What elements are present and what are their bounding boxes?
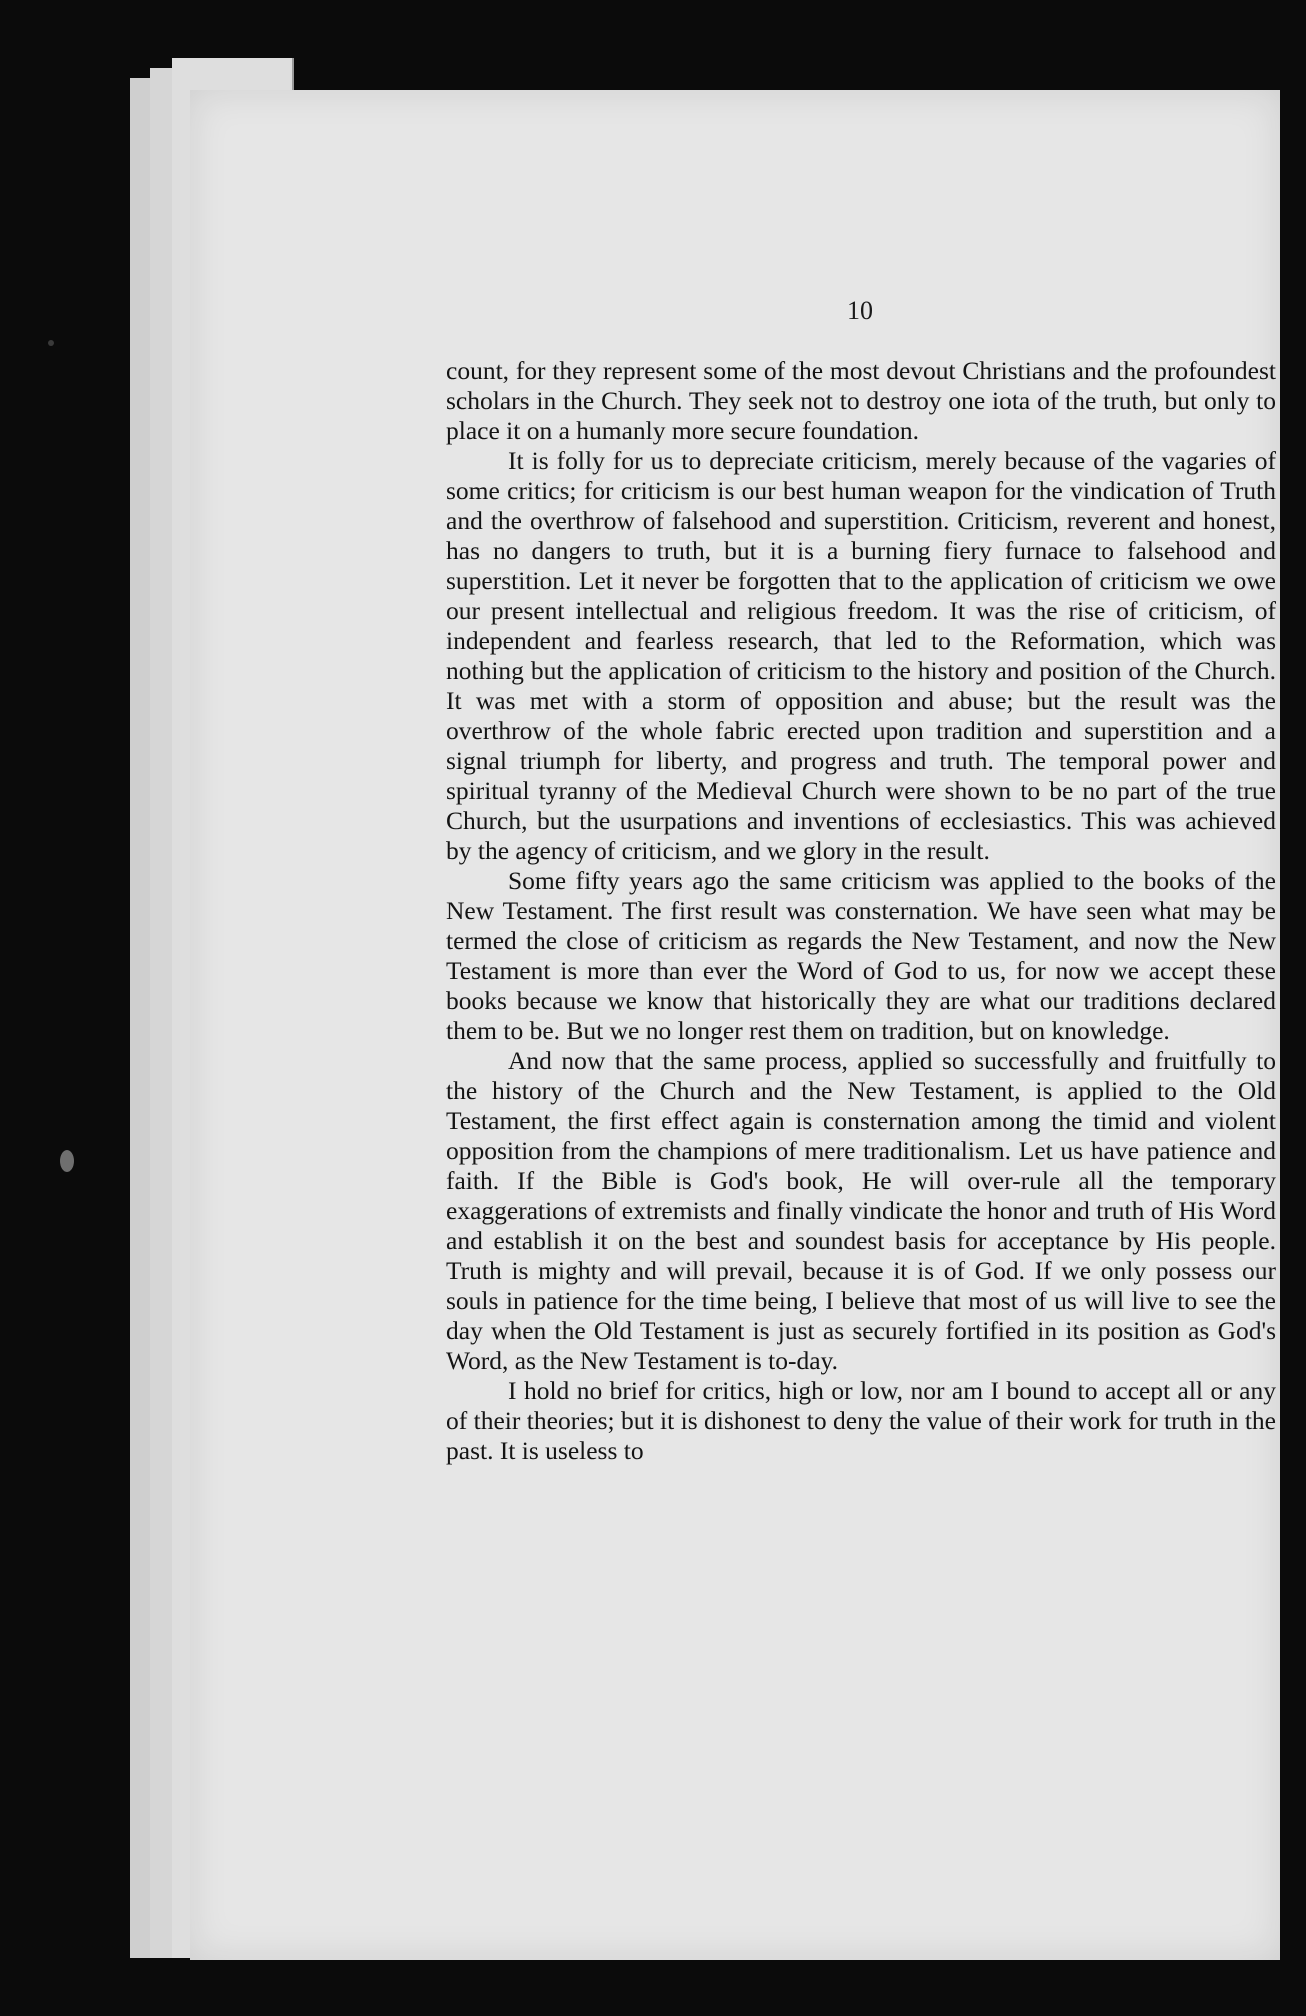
paragraph: I hold no brief for critics, high or low, nor am I bound to accept all or any of their theories; but it is dishonest to deny the value of their work for truth in the past. It is useless to xyxy=(446,1376,1276,1465)
dust-speck xyxy=(48,340,54,346)
body-text xyxy=(446,356,1276,1466)
paragraph: It is folly for us to depreciate criticism, merely because of the vagaries of some critics; for criticism is our best human weapon for the vindication of Truth and the overthrow of falsehood and superstition. Criticism, reverent and honest, has no dangers to truth, but it is a burning fiery furnace to falsehood and superstition. Let it never be forgotten that to the application of criticism we owe our present intellectual and religious freedom. It was the rise of criticism, of independent and fearless research, that led to the Reformation, which was nothing but the application of criticism to the history and position of the Church. It was met with a storm of opposition and abuse; but the result was the overthrow of the whole fabric erected upon tradition and superstition and a signal triumph for liberty, and progress and truth. The temporal power and spiritual tyranny of the Medieval Church were shown to be no part of the true Church, but the usurpations and inventions of ecclesiastics. This was achieved by the agency of criticism, and we glory in the result. xyxy=(446,446,1276,865)
paragraph: count, for they represent some of the most devout Christians and the profoundest scholars in the Church. They seek not to destroy one iota of the truth, but only to place it on a humanly more secure foundation. xyxy=(446,356,1276,445)
paragraph: And now that the same process, applied so successfully and fruitfully to the history of the Church and the New Testament, is applied to the Old Testament, the first effect again is consternation among the timid and violent opposition from the champions of mere traditionalism. Let us have patience and faith. If the Bible is God's book, He will over-rule all the temporary exaggerations of extremists and finally vindicate the honor and truth of His Word and establish it on the best and soundest basis for acceptance by His people. Truth is mighty and will prevail, because it is of God. If we only possess our souls in patience for the time being, I believe that most of us will live to see the day when the Old Testament is just as securely fortified in its position as God's Word, as the New Testament is to-day. xyxy=(446,1046,1276,1375)
page-number: 10 xyxy=(847,296,873,325)
dust-speck xyxy=(60,1150,74,1172)
paragraph: Some fifty years ago the same criticism was applied to the books of the New Testament. The first result was consternation. We have seen what may be termed the close of criticism as regards the New Testament, and now the New Testament is more than ever the Word of God to us, for now we accept these books because we know that historically they are what our traditions declared them to be. But we no longer rest them on tradition, but on knowledge. xyxy=(446,866,1276,1045)
